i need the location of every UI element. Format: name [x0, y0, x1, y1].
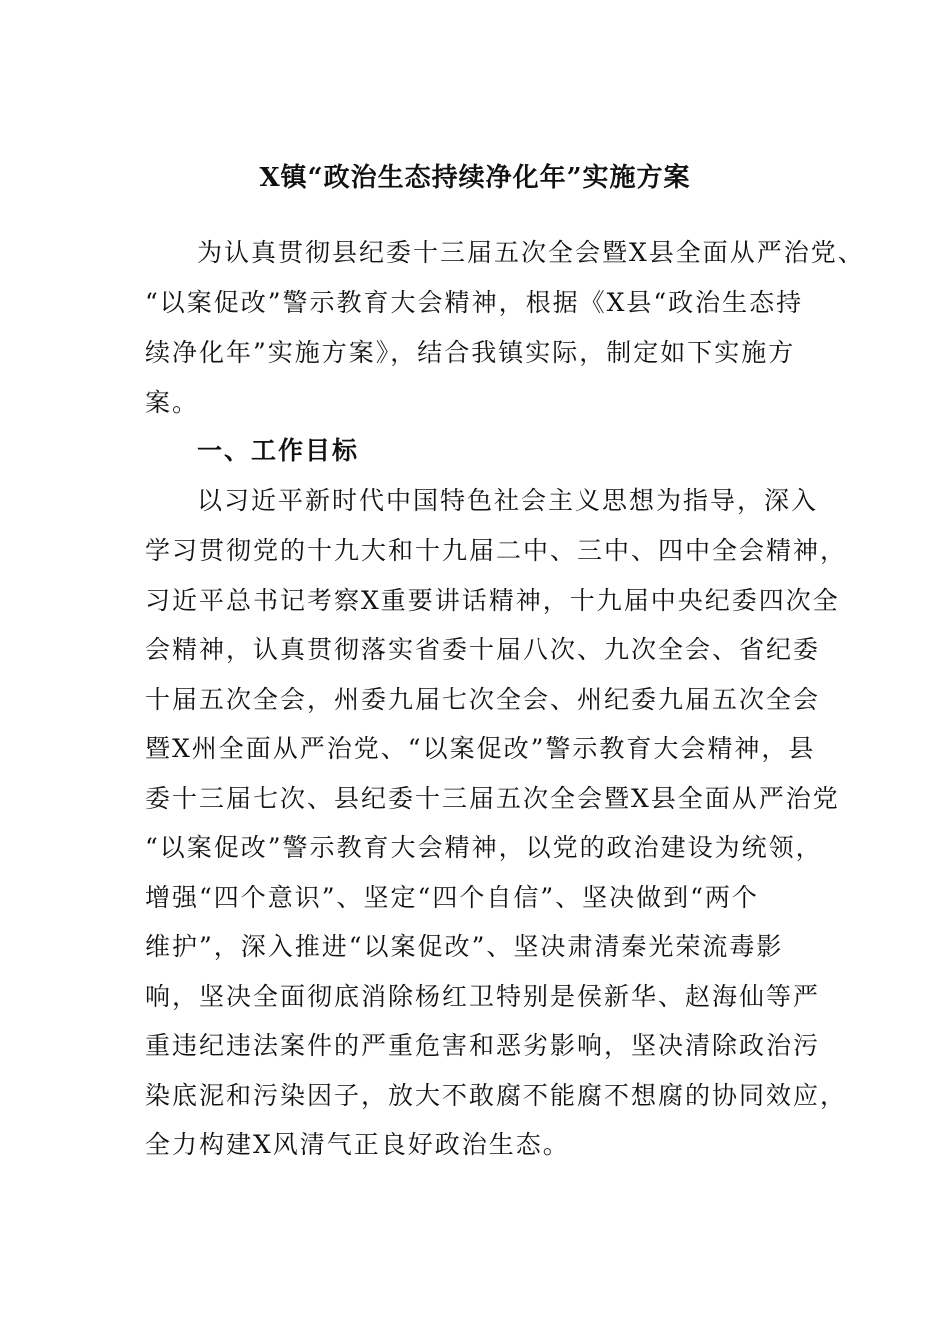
body-line-2: 学习贯彻党的十九大和十九届二中、三中、四中全会精神，: [145, 536, 848, 565]
body-line-5: 十届五次全会，州委九届七次全会、州纪委九届五次全会: [145, 685, 821, 714]
intro-line-4: 案。: [145, 388, 200, 417]
body-line-10: 维护”，深入推进“以案促改”、坚决肃清秦光荣流毒影: [145, 932, 784, 961]
intro-line-3: 续净化年”实施方案》，结合我镇实际，制定如下实施方: [145, 338, 796, 367]
body-line-6: 暨X州全面从严治党、“以案促改”警示教育大会精神，县: [145, 734, 816, 763]
body-line-12: 重违纪违法案件的严重危害和恶劣影响，坚决清除政治污: [145, 1031, 821, 1060]
body-line-1: 以习近平新时代中国特色社会主义思想为指导，深入: [197, 486, 819, 515]
body-line-8: “以案促改”警示教育大会精神，以党的政治建设为统领，: [145, 833, 823, 862]
body-line-4: 会精神，认真贯彻落实省委十届八次、九次全会、省纪委: [145, 635, 821, 664]
body-line-14: 全力构建X风清气正良好政治生态。: [145, 1130, 570, 1159]
body-line-13: 染底泥和污染因子，放大不敢腐不能腐不想腐的协同效应，: [145, 1081, 848, 1110]
body-line-3: 习近平总书记考察X重要讲话精神，十九届中央纪委四次全: [145, 586, 840, 615]
body-line-11: 响，坚决全面彻底消除杨红卫特别是侯新华、赵海仙等严: [145, 982, 821, 1011]
section-heading-work-goals: 一、工作目标: [197, 436, 360, 465]
document-title: X镇“政治生态持续净化年”实施方案: [259, 163, 691, 193]
intro-line-2: “以案促改”警示教育大会精神，根据《X县“政治生态持: [145, 288, 804, 317]
body-line-9: 增强“四个意识”、坚定“四个自信”、坚决做到“两个: [145, 883, 759, 912]
body-line-7: 委十三届七次、县纪委十三届五次全会暨X县全面从严治党: [145, 784, 840, 813]
intro-line-1: 为认真贯彻县纪委十三届五次全会暨X县全面从严治党、: [197, 238, 865, 267]
